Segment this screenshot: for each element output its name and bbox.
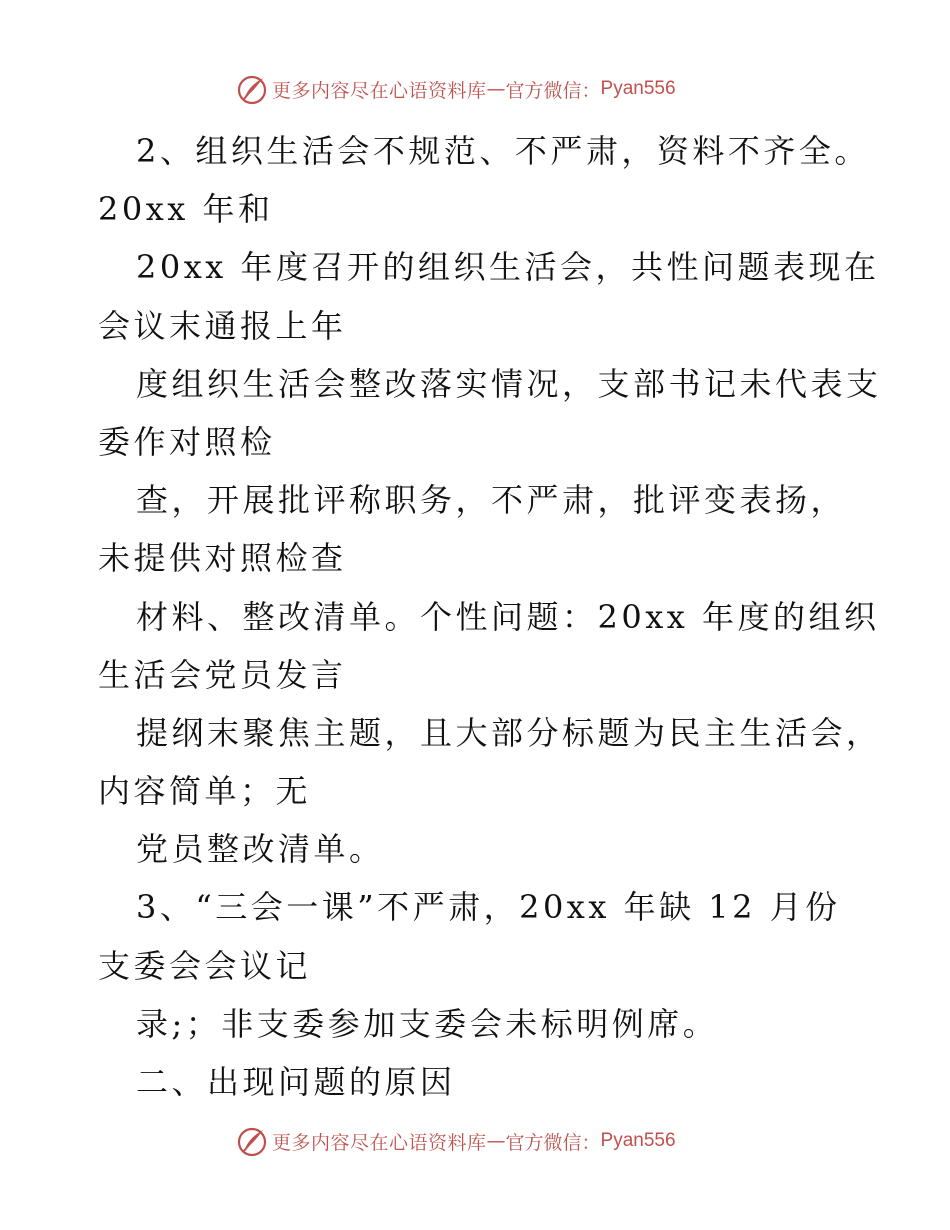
- text-line: 委作对照检: [98, 422, 276, 461]
- text-line: 3、“三会一课”不严肃，20xx 年缺 12 月份: [136, 888, 841, 927]
- watermark-main-text: 更多内容尽在心语资料库: [272, 1131, 487, 1154]
- watermark-dash: —: [486, 1130, 506, 1152]
- text-line: 材料、整改清单。个性问题：20xx 年度的组织: [136, 597, 880, 636]
- text-line: 内容简单；无: [98, 772, 312, 811]
- footer-watermark: [236, 1124, 676, 1158]
- text-line: 提纲末聚焦主题，且大部分标题为民主生活会，: [136, 713, 882, 752]
- text-line: 2、组织生活会不规范、不严肃，资料不齐全。: [136, 132, 870, 170]
- text-line: 生活会党员发言: [98, 655, 347, 694]
- watermark-wechat-id: Pyan556: [600, 1130, 676, 1151]
- text-line: 度组织生活会整改落实情况，支部书记未代表支: [136, 364, 882, 403]
- text-line: 支委会会议记: [98, 946, 312, 985]
- header-watermark: [236, 72, 676, 106]
- quill-logo-icon: [236, 1125, 268, 1157]
- quill-logo-icon: [236, 73, 268, 105]
- section-heading: 二、出现问题的原因: [136, 1063, 456, 1101]
- watermark-wechat-label: 官方微信：: [505, 1131, 601, 1154]
- watermark-wechat-label: 官方微信：: [505, 79, 601, 102]
- text-line: 未提供对照检查: [98, 539, 347, 578]
- text-line: 20xx 年和: [98, 190, 274, 229]
- watermark-dash: —: [486, 78, 506, 100]
- document-body: [98, 122, 908, 1111]
- text-line: 录;；非支委参加支委会未标明例席。: [136, 1004, 719, 1043]
- watermark-main-text: 更多内容尽在心语资料库: [272, 79, 487, 102]
- text-line: 20xx 年度召开的组织生活会，共性问题表现在: [136, 248, 880, 287]
- watermark-wechat-id: Pyan556: [600, 78, 676, 99]
- text-line: 查，开展批评称职务，不严肃，批评变表扬，: [136, 481, 847, 520]
- text-line: 党员整改清单。: [136, 830, 385, 869]
- text-line: 会议末通报上年: [98, 306, 347, 345]
